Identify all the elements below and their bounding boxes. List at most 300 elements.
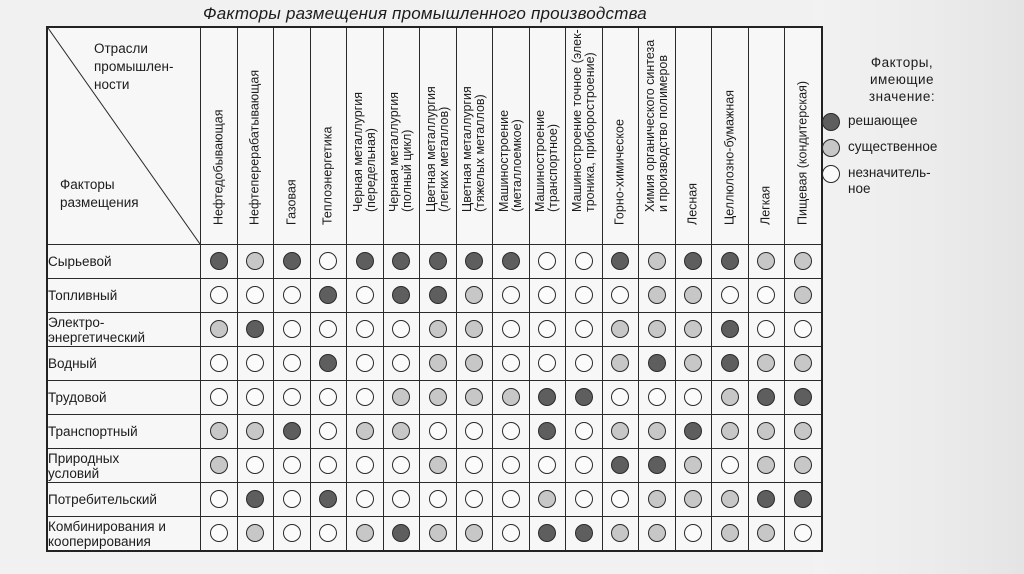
table-cell	[237, 415, 274, 449]
circle-insignificant-marker	[356, 388, 374, 406]
factor-label	[47, 245, 201, 279]
table-cell	[675, 415, 712, 449]
circle-insignificant-marker	[356, 490, 374, 508]
circle-insignificant-marker	[538, 252, 556, 270]
circle-significant-marker	[392, 422, 410, 440]
table-cell	[712, 483, 749, 517]
circle-insignificant-marker	[465, 456, 483, 474]
table-cell	[383, 449, 420, 483]
table-cell	[201, 347, 238, 381]
circle-insignificant-marker	[465, 490, 483, 508]
factor-label	[47, 517, 201, 552]
header-row	[47, 27, 822, 245]
circle-insignificant-marker	[502, 456, 520, 474]
table-cell	[274, 279, 311, 313]
factor-label-line: Потребительский	[48, 492, 157, 507]
table-cell	[748, 245, 785, 279]
table-cell	[566, 347, 603, 381]
circle-significant-marker	[611, 524, 629, 542]
table-cell	[274, 517, 311, 552]
table-cell	[347, 517, 384, 552]
circle-decisive-marker	[246, 320, 264, 338]
circle-insignificant-marker	[246, 388, 264, 406]
corner-factors-label	[60, 176, 139, 212]
table-cell	[347, 347, 384, 381]
circle-insignificant-marker	[283, 388, 301, 406]
legend-title-line: Факторы,	[870, 55, 934, 70]
table-cell	[310, 279, 347, 313]
table-cell	[602, 449, 639, 483]
table-cell	[748, 347, 785, 381]
table-cell	[675, 483, 712, 517]
circle-significant-marker	[246, 422, 264, 440]
circle-significant-marker	[502, 388, 520, 406]
industry-label-line: (полный цикл)	[400, 129, 415, 212]
table-cell	[237, 483, 274, 517]
legend-item-decisive	[822, 113, 982, 131]
circle-significant-marker	[721, 524, 739, 542]
table-cell	[639, 245, 676, 279]
table-cell	[675, 381, 712, 415]
industry-label	[285, 179, 298, 225]
table-cell	[420, 279, 457, 313]
circle-significant-marker	[611, 422, 629, 440]
table-cell	[456, 245, 493, 279]
industry-label-line: Теплоэнергетика	[320, 126, 335, 225]
table-cell	[748, 483, 785, 517]
table-cell	[748, 313, 785, 347]
table-cell	[383, 381, 420, 415]
circle-significant-marker	[392, 388, 410, 406]
circle-insignificant-marker	[283, 524, 301, 542]
circle-insignificant-marker	[648, 388, 666, 406]
circle-significant-marker	[429, 388, 447, 406]
table-cell	[602, 279, 639, 313]
table-cell	[237, 449, 274, 483]
table-row	[47, 347, 822, 381]
circle-significant-marker	[246, 252, 264, 270]
circle-decisive-marker	[246, 490, 264, 508]
industry-label	[571, 29, 597, 212]
circle-insignificant-marker	[319, 456, 337, 474]
corner-bottom-line: Факторы	[60, 177, 115, 192]
table-cell	[347, 449, 384, 483]
table-row	[47, 483, 822, 517]
industry-label-line: (передельная)	[363, 128, 378, 212]
factor-label-line: Топливный	[48, 288, 118, 303]
factor-label	[47, 347, 201, 381]
table-cell	[493, 313, 530, 347]
circle-insignificant-marker	[575, 354, 593, 372]
table-cell	[347, 245, 384, 279]
circle-insignificant-marker	[319, 524, 337, 542]
circle-insignificant-marker	[319, 422, 337, 440]
factor-label-line: Природных	[48, 450, 120, 466]
table-cell	[237, 517, 274, 552]
circle-insignificant-marker	[611, 286, 629, 304]
circle-insignificant-marker	[356, 286, 374, 304]
circle-insignificant-marker	[429, 422, 447, 440]
circle-decisive-marker	[684, 252, 702, 270]
circle-insignificant-marker	[392, 320, 410, 338]
corner-cell	[47, 27, 201, 245]
circle-insignificant-marker	[538, 456, 556, 474]
circle-insignificant-marker	[465, 422, 483, 440]
industry-label-line: Газовая	[284, 179, 299, 225]
table-cell	[785, 347, 822, 381]
table-cell	[602, 313, 639, 347]
column-header	[310, 27, 347, 245]
table-cell	[310, 449, 347, 483]
circle-decisive-marker	[283, 252, 301, 270]
circle-significant-marker	[721, 388, 739, 406]
table-cell	[310, 347, 347, 381]
column-header	[785, 27, 822, 245]
table-cell	[237, 347, 274, 381]
table-row	[47, 517, 822, 552]
industry-label	[249, 70, 262, 225]
table-cell	[237, 279, 274, 313]
industry-label-line: Легкая	[758, 185, 773, 225]
table-cell	[420, 245, 457, 279]
circle-significant-marker	[429, 320, 447, 338]
industry-label-line: Нефтеперерабатывающая	[247, 69, 262, 225]
table-cell	[493, 415, 530, 449]
circle-decisive-marker	[283, 422, 301, 440]
table-cell	[456, 483, 493, 517]
table-cell	[602, 517, 639, 552]
circle-insignificant-marker	[246, 286, 264, 304]
circle-insignificant-marker	[757, 286, 775, 304]
table-cell	[639, 381, 676, 415]
table-cell	[456, 347, 493, 381]
circle-significant-marker	[538, 490, 556, 508]
circle-significant-marker	[721, 422, 739, 440]
circle-insignificant-marker	[392, 456, 410, 474]
corner-industries-label	[94, 40, 173, 94]
circle-insignificant-marker	[210, 354, 228, 372]
factor-label	[47, 313, 201, 347]
circle-decisive-marker	[319, 490, 337, 508]
factor-label-line: условий	[48, 465, 100, 481]
table-row	[47, 279, 822, 313]
factor-label-line: Электро-	[48, 314, 105, 330]
column-header	[237, 27, 274, 245]
table-row	[47, 415, 822, 449]
table-cell	[639, 517, 676, 552]
corner-top-line: промышлен-	[94, 59, 174, 74]
circle-insignificant-marker	[210, 286, 228, 304]
circle-insignificant-marker	[356, 320, 374, 338]
column-header	[675, 27, 712, 245]
circle-significant-marker	[465, 524, 483, 542]
table-cell	[639, 279, 676, 313]
legend-item-label	[848, 139, 937, 155]
industry-label-line: Цветная металлургия	[460, 86, 475, 212]
circle-decisive-marker	[794, 388, 812, 406]
table-cell	[493, 347, 530, 381]
circle-significant-marker	[611, 320, 629, 338]
circle-significant-marker	[648, 286, 666, 304]
table-cell	[602, 415, 639, 449]
industry-label-line: Цветная металлургия	[423, 86, 438, 212]
table-cell	[748, 279, 785, 313]
industry-label-line: троника, приборостроение)	[582, 52, 597, 212]
circle-significant-marker	[611, 354, 629, 372]
table-body	[47, 245, 822, 552]
industry-label-line: Нефтедобывающая	[211, 109, 226, 225]
table-cell	[639, 347, 676, 381]
table-cell	[456, 449, 493, 483]
circle-decisive-marker	[721, 320, 739, 338]
circle-decisive-marker	[392, 252, 410, 270]
table-cell	[566, 279, 603, 313]
table-cell	[420, 347, 457, 381]
circle-decisive-marker	[721, 354, 739, 372]
table-cell	[274, 313, 311, 347]
legend	[822, 54, 982, 197]
circle-significant-marker	[684, 490, 702, 508]
legend-title-line: значение:	[868, 89, 936, 104]
table-cell	[785, 517, 822, 552]
legend-item-significant	[822, 139, 982, 157]
circle-significant-marker	[648, 320, 666, 338]
circle-significant-marker	[429, 354, 447, 372]
industry-label-line: Машиностроение	[533, 109, 548, 212]
circle-significant-marker	[465, 388, 483, 406]
industry-label-line: (тяжелых металлов)	[473, 94, 488, 212]
circle-significant-marker	[684, 320, 702, 338]
circle-insignificant-marker	[794, 524, 812, 542]
circle-insignificant-marker	[575, 286, 593, 304]
table-cell	[420, 381, 457, 415]
legend-items	[822, 113, 982, 197]
industry-label-line: Черная металлургия	[387, 92, 402, 212]
circle-insignificant-marker	[538, 354, 556, 372]
table-cell	[456, 381, 493, 415]
table-cell	[566, 517, 603, 552]
table-cell	[785, 381, 822, 415]
industry-label	[760, 186, 773, 225]
table-cell	[274, 415, 311, 449]
table-cell	[675, 449, 712, 483]
circle-insignificant-marker	[283, 490, 301, 508]
circle-insignificant-marker	[356, 456, 374, 474]
circle-significant-marker	[794, 456, 812, 474]
industry-label	[322, 127, 335, 225]
circle-insignificant-marker	[575, 320, 593, 338]
circle-insignificant-marker	[356, 354, 374, 372]
table-cell	[274, 245, 311, 279]
column-header	[566, 27, 603, 245]
column-header	[712, 27, 749, 245]
table-cell	[347, 415, 384, 449]
industry-label	[723, 90, 736, 225]
table-cell	[748, 517, 785, 552]
column-header	[493, 27, 530, 245]
circle-insignificant-marker	[502, 286, 520, 304]
table-cell	[712, 381, 749, 415]
industry-label	[212, 110, 225, 225]
table-cell	[748, 449, 785, 483]
table-cell	[712, 449, 749, 483]
table-cell	[201, 517, 238, 552]
column-header	[602, 27, 639, 245]
circle-insignificant-marker	[721, 286, 739, 304]
table-cell	[274, 381, 311, 415]
table-cell	[201, 245, 238, 279]
table-cell	[639, 415, 676, 449]
circle-significant-marker	[246, 524, 264, 542]
circle-insignificant-marker	[210, 490, 228, 508]
circle-insignificant-marker	[822, 165, 840, 183]
circle-significant-marker	[465, 286, 483, 304]
industry-label-line: (транспортное)	[546, 123, 561, 212]
circle-significant-marker	[356, 422, 374, 440]
column-header	[201, 27, 238, 245]
table-cell	[785, 415, 822, 449]
factor-label-line: Комбинирования и	[48, 518, 166, 534]
circle-decisive-marker	[319, 354, 337, 372]
circle-decisive-marker	[757, 388, 775, 406]
table-cell	[785, 245, 822, 279]
industry-label-line: Химия органического синтеза	[642, 39, 657, 212]
industry-label-line: (легких металлов)	[436, 106, 451, 212]
industry-label-line: и производство полимеров	[655, 54, 670, 212]
table-cell	[529, 279, 566, 313]
column-header	[274, 27, 311, 245]
table-cell	[712, 313, 749, 347]
table-cell	[675, 517, 712, 552]
table-cell	[493, 279, 530, 313]
table-cell	[566, 415, 603, 449]
table-cell	[602, 381, 639, 415]
circle-insignificant-marker	[502, 524, 520, 542]
table-cell	[420, 415, 457, 449]
table-cell	[347, 381, 384, 415]
circle-significant-marker	[794, 354, 812, 372]
circle-significant-marker	[684, 456, 702, 474]
factor-label-line: Водный	[48, 356, 97, 371]
table-cell	[493, 381, 530, 415]
column-header	[748, 27, 785, 245]
table-cell	[274, 449, 311, 483]
table-cell	[675, 347, 712, 381]
table-cell	[675, 245, 712, 279]
circle-insignificant-marker	[538, 320, 556, 338]
circle-insignificant-marker	[575, 490, 593, 508]
circle-insignificant-marker	[246, 354, 264, 372]
circle-insignificant-marker	[283, 286, 301, 304]
industry-label	[425, 86, 451, 212]
corner-top-line: Отрасли	[94, 41, 148, 56]
table-cell	[274, 483, 311, 517]
circle-insignificant-marker	[575, 456, 593, 474]
table-cell	[529, 381, 566, 415]
industry-label-line: Машиностроение точное (элек-	[569, 29, 584, 212]
table-cell	[310, 313, 347, 347]
factor-label-line: Трудовой	[48, 390, 107, 405]
circle-insignificant-marker	[429, 490, 447, 508]
factors-table	[46, 26, 823, 552]
industry-label-line: Лесная	[685, 182, 700, 225]
table-cell	[566, 313, 603, 347]
circle-significant-marker	[794, 286, 812, 304]
table-cell	[748, 415, 785, 449]
circle-insignificant-marker	[611, 388, 629, 406]
industry-label-line: Горно-химическое	[612, 119, 627, 225]
circle-insignificant-marker	[538, 286, 556, 304]
circle-insignificant-marker	[502, 320, 520, 338]
circle-insignificant-marker	[283, 456, 301, 474]
legend-item-line: незначитель-	[848, 165, 931, 180]
industry-label	[388, 92, 414, 212]
circle-significant-marker	[757, 252, 775, 270]
industry-label	[498, 110, 524, 212]
table-cell	[456, 313, 493, 347]
circle-decisive-marker	[392, 524, 410, 542]
circle-decisive-marker	[429, 252, 447, 270]
circle-significant-marker	[757, 422, 775, 440]
factor-label-line: кооперирования	[48, 533, 151, 549]
circle-decisive-marker	[575, 524, 593, 542]
circle-significant-marker	[210, 422, 228, 440]
page-title: Факторы размещения промышленного производства	[203, 4, 647, 23]
industry-label	[614, 119, 627, 225]
factor-label	[47, 415, 201, 449]
table-cell	[712, 415, 749, 449]
table-cell	[347, 279, 384, 313]
circle-significant-marker	[684, 354, 702, 372]
table-cell	[748, 381, 785, 415]
circle-significant-marker	[794, 422, 812, 440]
table-cell	[566, 449, 603, 483]
industry-label	[796, 81, 809, 225]
circle-decisive-marker	[429, 286, 447, 304]
circle-significant-marker	[648, 490, 666, 508]
corner-bottom-line: размещения	[60, 195, 139, 210]
table-cell	[383, 245, 420, 279]
circle-insignificant-marker	[283, 320, 301, 338]
circle-significant-marker	[356, 524, 374, 542]
industry-label	[644, 40, 670, 212]
circle-decisive-marker	[210, 252, 228, 270]
industry-label	[687, 183, 700, 225]
table-cell	[383, 279, 420, 313]
table-cell	[310, 415, 347, 449]
table-cell	[785, 449, 822, 483]
circle-insignificant-marker	[392, 490, 410, 508]
legend-item-line: существенное	[848, 139, 938, 154]
table-cell	[712, 279, 749, 313]
table-cell	[456, 279, 493, 313]
table-cell	[785, 483, 822, 517]
table-cell	[201, 449, 238, 483]
table-cell	[201, 415, 238, 449]
table-row	[47, 313, 822, 347]
factor-label	[47, 449, 201, 483]
circle-insignificant-marker	[757, 320, 775, 338]
table-cell	[456, 415, 493, 449]
factor-label	[47, 279, 201, 313]
table-cell	[420, 517, 457, 552]
table-cell	[383, 517, 420, 552]
circle-decisive-marker	[392, 286, 410, 304]
table-cell	[493, 483, 530, 517]
factor-label-line: Сырьевой	[48, 254, 112, 269]
circle-significant-marker	[721, 490, 739, 508]
circle-decisive-marker	[319, 286, 337, 304]
